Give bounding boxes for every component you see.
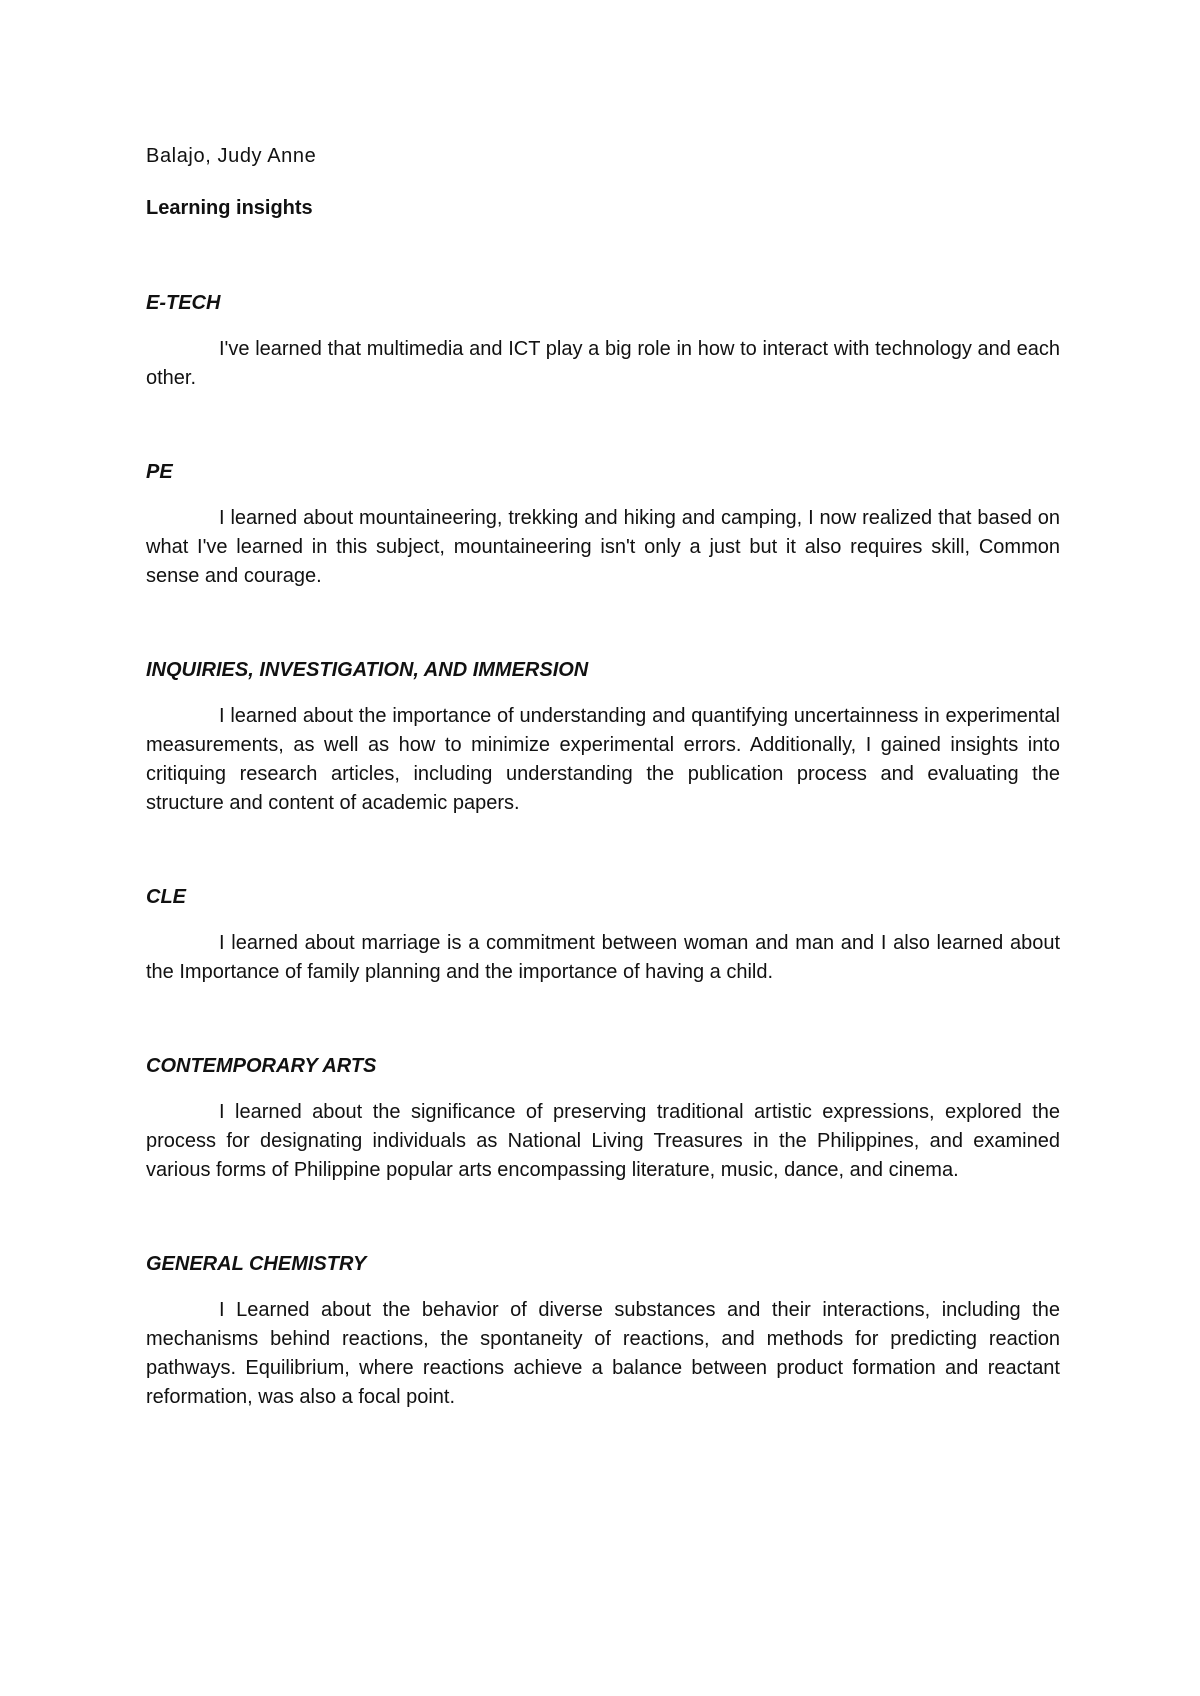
section-body: I've learned that multimedia and ICT play a big role in how to interact with technology and each other. <box>146 338 1060 389</box>
section-heading: GENERAL CHEMISTRY <box>146 1253 367 1275</box>
section-contemporary-arts <box>146 1050 1060 1185</box>
document-title: Learning insights <box>146 197 313 219</box>
section-heading: E-TECH <box>146 292 221 314</box>
section-heading: PE <box>146 461 173 483</box>
section-body: I learned about the significance of preserving traditional artistic expressions, explored the process for designating individuals as National Living Treasures in the Philippines, and examined various forms of Philippine popular arts encompassing literature, music, dance, and cinema. <box>146 1101 1060 1181</box>
section-heading: CONTEMPORARY ARTS <box>146 1055 377 1077</box>
section-heading: INQUIRIES, INVESTIGATION, AND IMMERSION <box>146 659 589 681</box>
section-body: I learned about mountaineering, trekking and hiking and camping, I now realized that based on what I've learned in this subject, mountaineering isn't only a just but it also requires skill, Common sense and courage. <box>146 507 1060 587</box>
document-page <box>146 140 1060 1475</box>
section-body: I learned about marriage is a commitment between woman and man and I also learned about the Importance of family planning and the importance of having a child. <box>146 932 1060 983</box>
author-name: Balajo, Judy Anne <box>146 145 317 167</box>
section-e-tech <box>146 287 1060 393</box>
section-cle <box>146 881 1060 987</box>
section-body: I learned about the importance of understanding and quantifying uncertainness in experimental measurements, as well as how to minimize experimental errors. Additionally, I gained insights into critiquing research articles, including understanding the publication process and evaluating the structure and content of academic papers. <box>146 705 1060 814</box>
section-body: I Learned about the behavior of diverse substances and their interactions, including the mechanisms behind reactions, the spontaneity of reactions, and methods for predicting reaction pathways. Equilibrium, where reactions achieve a balance between product formation and reactant reformation, was also a focal point. <box>146 1299 1060 1408</box>
section-pe <box>146 456 1060 591</box>
section-general-chemistry <box>146 1248 1060 1412</box>
section-inquiries <box>146 654 1060 818</box>
section-heading: CLE <box>146 886 186 908</box>
